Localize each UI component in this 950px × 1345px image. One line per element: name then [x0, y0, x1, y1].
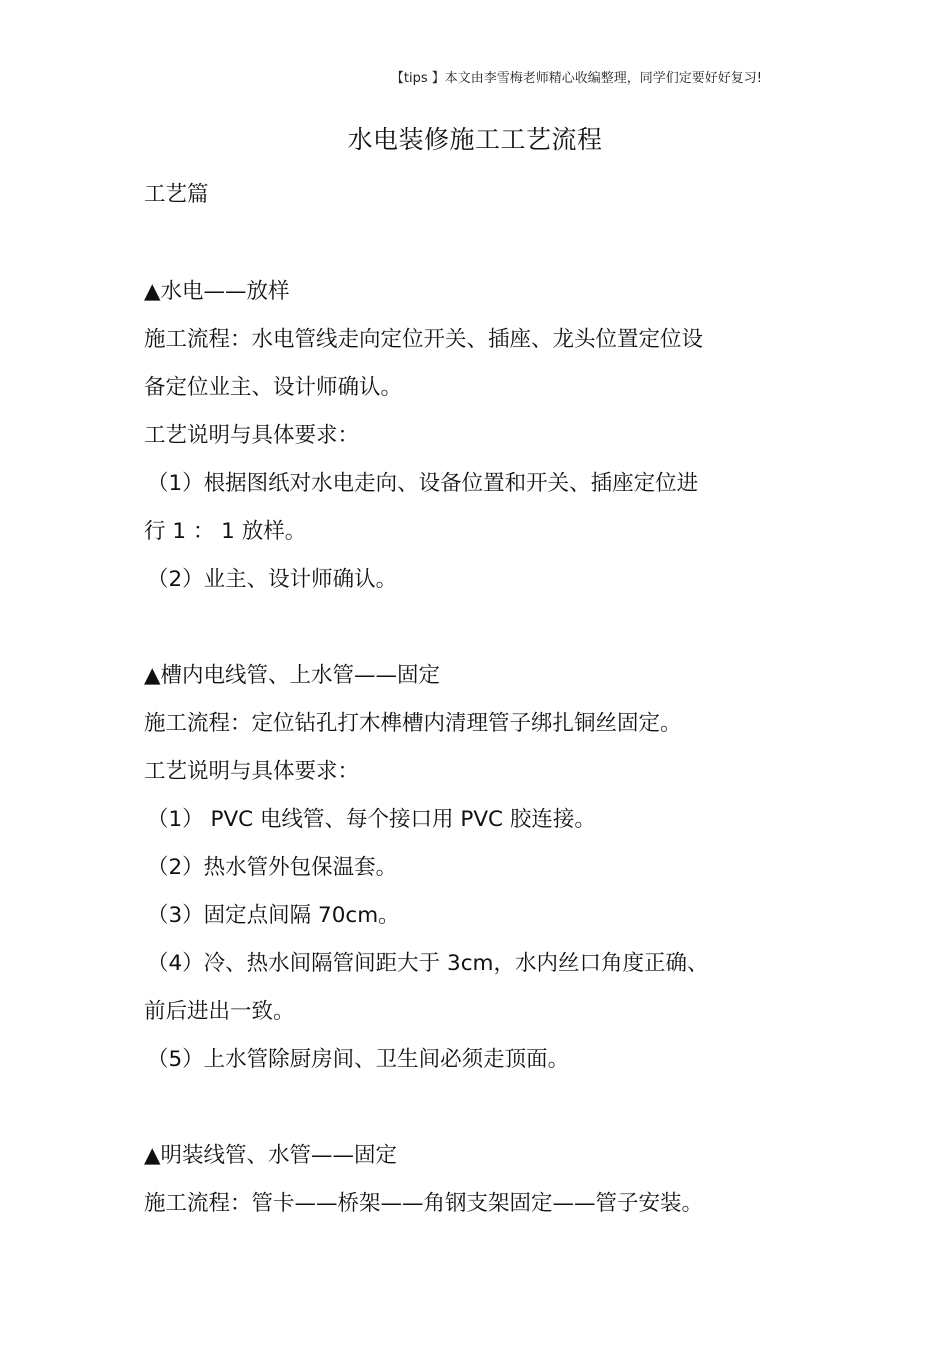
requirement-item: （1）根据图纸对水电走向、设备位置和开关、插座定位进	[147, 471, 699, 496]
requirements-label-1: 工艺说明与具体要求：	[144, 423, 360, 448]
block-heading-2: ▲槽内电线管、上水管——固定	[144, 663, 441, 688]
requirement-item: 前后进出一致。	[144, 999, 295, 1024]
requirement-item: （4）冷、热水间隔管间距大于 3cm，水内丝口角度正确、	[147, 951, 709, 976]
page-title: 水电装修施工工艺流程	[347, 125, 603, 154]
requirement-item: （5）上水管除厨房间、卫生间必须走顶面。	[147, 1047, 570, 1072]
requirements-label-2: 工艺说明与具体要求：	[144, 759, 360, 784]
requirement-item: （3）固定点间隔 70cm。	[147, 903, 400, 928]
requirement-item: 行 1 ： 1 放样。	[144, 519, 307, 544]
flow-text-2: 施工流程：定位钻孔打木榫槽内清理管子绑扎铜丝固定。	[144, 711, 682, 736]
requirement-item: （2）热水管外包保温套。	[147, 855, 398, 880]
block-heading-1: ▲水电——放样	[144, 279, 290, 304]
flow-text-3: 施工流程：管卡——桥架——角钢支架固定——管子安装。	[144, 1191, 704, 1216]
requirement-item: （1） PVC 电线管、每个接口用 PVC 胶连接。	[147, 807, 596, 832]
flow-text-1a: 施工流程：水电管线走向定位开关、插座、龙头位置定位设	[144, 327, 704, 352]
section-heading: 工艺篇	[144, 182, 209, 207]
header-tip: 【tips 】本文由李雪梅老师精心收编整理，同学们定要好好复习!	[390, 71, 762, 86]
block-heading-3: ▲明装线管、水管——固定	[144, 1143, 398, 1168]
flow-text-1b: 备定位业主、设计师确认。	[144, 375, 403, 400]
requirement-item: （2）业主、设计师确认。	[147, 567, 398, 592]
